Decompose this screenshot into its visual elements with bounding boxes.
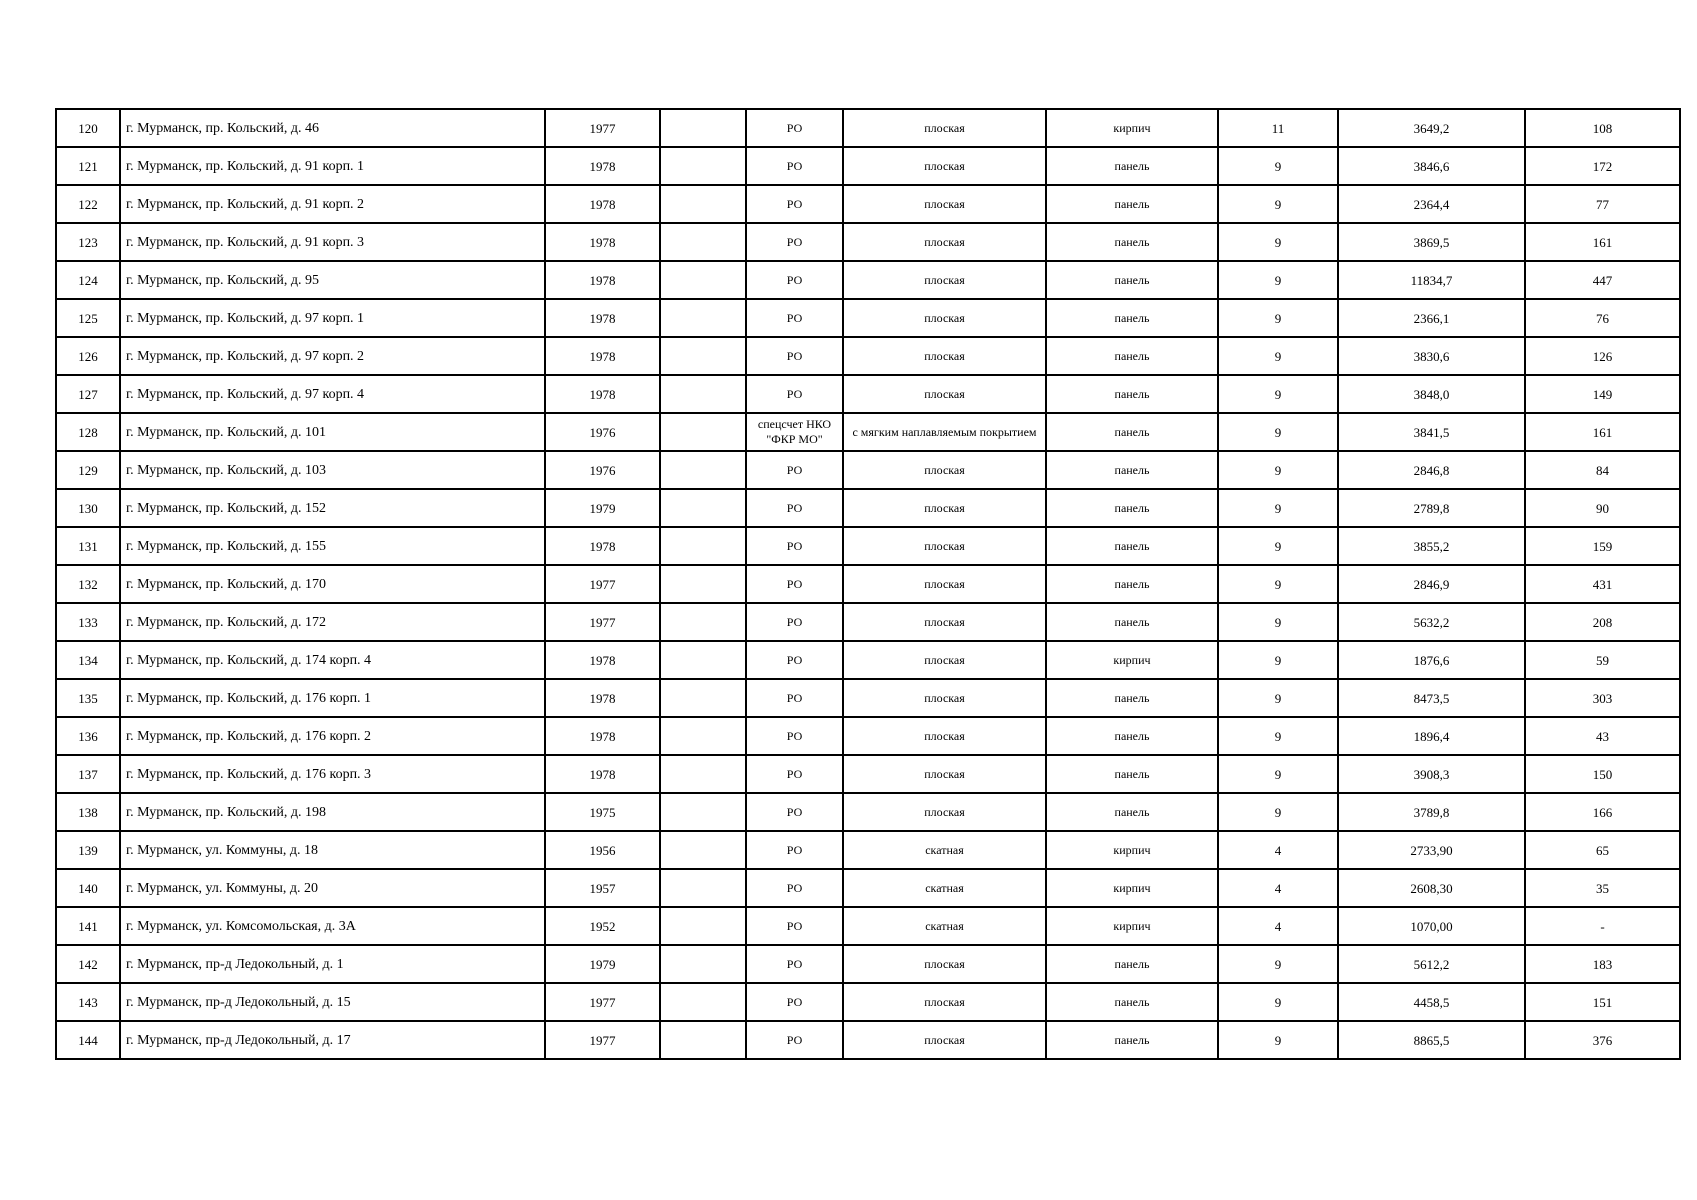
residents-cell: 84 [1525,451,1680,489]
row-number: 135 [56,679,120,717]
residents-cell: 183 [1525,945,1680,983]
table-row [56,641,1680,679]
year-cell: 1978 [545,261,660,299]
wall-material-cell: панель [1046,565,1218,603]
table-row [56,983,1680,1021]
year-cell: 1979 [545,945,660,983]
fund-method-cell: РО [746,679,843,717]
roof-type-cell: скатная [843,907,1046,945]
residents-cell: 159 [1525,527,1680,565]
housing-registry-table [55,108,1681,1060]
row-number: 132 [56,565,120,603]
residents-cell: 108 [1525,109,1680,147]
roof-type-cell: плоская [843,1021,1046,1059]
empty-cell [660,109,746,147]
residents-cell: 149 [1525,375,1680,413]
wall-material-cell: панель [1046,337,1218,375]
fund-method-cell: РО [746,375,843,413]
fund-method-cell: РО [746,147,843,185]
year-cell: 1957 [545,869,660,907]
fund-method-cell: РО [746,565,843,603]
area-cell: 3789,8 [1338,793,1525,831]
fund-method-cell: РО [746,527,843,565]
fund-method-cell: РО [746,261,843,299]
fund-method-cell: РО [746,223,843,261]
wall-material-cell: кирпич [1046,907,1218,945]
floors-cell: 9 [1218,1021,1338,1059]
wall-material-cell: панель [1046,185,1218,223]
floors-cell: 9 [1218,527,1338,565]
area-cell: 2366,1 [1338,299,1525,337]
floors-cell: 9 [1218,185,1338,223]
row-number: 140 [56,869,120,907]
empty-cell [660,147,746,185]
row-number: 142 [56,945,120,983]
year-cell: 1976 [545,413,660,451]
roof-type-cell: плоская [843,603,1046,641]
floors-cell: 9 [1218,147,1338,185]
floors-cell: 9 [1218,375,1338,413]
area-cell: 3848,0 [1338,375,1525,413]
wall-material-cell: панель [1046,223,1218,261]
wall-material-cell: панель [1046,717,1218,755]
fund-method-cell: РО [746,717,843,755]
table-row [56,527,1680,565]
address-cell: г. Мурманск, пр. Кольский, д. 176 корп. 1 [120,679,545,717]
address-cell: г. Мурманск, пр. Кольский, д. 172 [120,603,545,641]
table-row [56,717,1680,755]
roof-type-cell: плоская [843,565,1046,603]
address-cell: г. Мурманск, пр. Кольский, д. 155 [120,527,545,565]
residents-cell: 90 [1525,489,1680,527]
fund-method-cell: РО [746,831,843,869]
empty-cell [660,527,746,565]
address-cell: г. Мурманск, пр. Кольский, д. 103 [120,451,545,489]
area-cell: 3841,5 [1338,413,1525,451]
row-number: 133 [56,603,120,641]
roof-type-cell: плоская [843,147,1046,185]
table-body [56,109,1680,1059]
wall-material-cell: панель [1046,299,1218,337]
roof-type-cell: плоская [843,679,1046,717]
residents-cell: 376 [1525,1021,1680,1059]
table-row [56,489,1680,527]
year-cell: 1978 [545,337,660,375]
empty-cell [660,793,746,831]
floors-cell: 11 [1218,109,1338,147]
year-cell: 1978 [545,185,660,223]
year-cell: 1978 [545,641,660,679]
year-cell: 1978 [545,375,660,413]
empty-cell [660,451,746,489]
row-number: 144 [56,1021,120,1059]
year-cell: 1976 [545,451,660,489]
roof-type-cell: скатная [843,869,1046,907]
empty-cell [660,945,746,983]
empty-cell [660,755,746,793]
wall-material-cell: панель [1046,527,1218,565]
fund-method-cell: РО [746,983,843,1021]
empty-cell [660,717,746,755]
table-row [56,261,1680,299]
table-row [56,945,1680,983]
residents-cell: 126 [1525,337,1680,375]
table-row [56,907,1680,945]
empty-cell [660,831,746,869]
wall-material-cell: кирпич [1046,641,1218,679]
address-cell: г. Мурманск, пр. Кольский, д. 101 [120,413,545,451]
wall-material-cell: панель [1046,945,1218,983]
row-number: 122 [56,185,120,223]
table-row [56,223,1680,261]
roof-type-cell: плоская [843,489,1046,527]
address-cell: г. Мурманск, ул. Коммуны, д. 18 [120,831,545,869]
residents-cell: 161 [1525,223,1680,261]
wall-material-cell: панель [1046,147,1218,185]
empty-cell [660,375,746,413]
row-number: 137 [56,755,120,793]
residents-cell: 161 [1525,413,1680,451]
address-cell: г. Мурманск, пр. Кольский, д. 97 корп. 1 [120,299,545,337]
empty-cell [660,565,746,603]
area-cell: 2733,90 [1338,831,1525,869]
floors-cell: 4 [1218,831,1338,869]
year-cell: 1978 [545,223,660,261]
year-cell: 1978 [545,527,660,565]
row-number: 131 [56,527,120,565]
floors-cell: 9 [1218,261,1338,299]
table-row [56,337,1680,375]
row-number: 123 [56,223,120,261]
area-cell: 3649,2 [1338,109,1525,147]
roof-type-cell: плоская [843,451,1046,489]
empty-cell [660,983,746,1021]
residents-cell: 76 [1525,299,1680,337]
area-cell: 8473,5 [1338,679,1525,717]
residents-cell: 35 [1525,869,1680,907]
address-cell: г. Мурманск, пр. Кольский, д. 95 [120,261,545,299]
roof-type-cell: плоская [843,945,1046,983]
residents-cell: - [1525,907,1680,945]
area-cell: 2846,9 [1338,565,1525,603]
table-row [56,679,1680,717]
area-cell: 5632,2 [1338,603,1525,641]
roof-type-cell: плоская [843,375,1046,413]
floors-cell: 9 [1218,489,1338,527]
empty-cell [660,907,746,945]
fund-method-cell: РО [746,945,843,983]
table-row [56,869,1680,907]
year-cell: 1978 [545,147,660,185]
address-cell: г. Мурманск, пр. Кольский, д. 152 [120,489,545,527]
table-row [56,299,1680,337]
area-cell: 4458,5 [1338,983,1525,1021]
floors-cell: 9 [1218,641,1338,679]
fund-method-cell: РО [746,185,843,223]
wall-material-cell: панель [1046,679,1218,717]
floors-cell: 4 [1218,869,1338,907]
fund-method-cell: РО [746,869,843,907]
address-cell: г. Мурманск, ул. Коммуны, д. 20 [120,869,545,907]
residents-cell: 172 [1525,147,1680,185]
wall-material-cell: панель [1046,261,1218,299]
empty-cell [660,641,746,679]
year-cell: 1979 [545,489,660,527]
year-cell: 1977 [545,983,660,1021]
residents-cell: 151 [1525,983,1680,1021]
wall-material-cell: панель [1046,983,1218,1021]
row-number: 129 [56,451,120,489]
table-row [56,375,1680,413]
wall-material-cell: панель [1046,603,1218,641]
floors-cell: 9 [1218,565,1338,603]
address-cell: г. Мурманск, пр. Кольский, д. 91 корп. 1 [120,147,545,185]
floors-cell: 9 [1218,223,1338,261]
fund-method-cell: РО [746,793,843,831]
year-cell: 1952 [545,907,660,945]
address-cell: г. Мурманск, пр. Кольский, д. 174 корп. 4 [120,641,545,679]
wall-material-cell: панель [1046,413,1218,451]
empty-cell [660,413,746,451]
year-cell: 1977 [545,565,660,603]
roof-type-cell: плоская [843,717,1046,755]
row-number: 127 [56,375,120,413]
wall-material-cell: панель [1046,489,1218,527]
wall-material-cell: кирпич [1046,109,1218,147]
fund-method-cell: спецсчет НКО "ФКР МО" [746,413,843,451]
roof-type-cell: плоская [843,261,1046,299]
address-cell: г. Мурманск, пр. Кольский, д. 97 корп. 4 [120,375,545,413]
area-cell: 1070,00 [1338,907,1525,945]
residents-cell: 166 [1525,793,1680,831]
wall-material-cell: панель [1046,1021,1218,1059]
table-row [56,1021,1680,1059]
residents-cell: 43 [1525,717,1680,755]
year-cell: 1975 [545,793,660,831]
area-cell: 2846,8 [1338,451,1525,489]
wall-material-cell: кирпич [1046,869,1218,907]
area-cell: 2608,30 [1338,869,1525,907]
row-number: 139 [56,831,120,869]
table-row [56,793,1680,831]
area-cell: 3908,3 [1338,755,1525,793]
empty-cell [660,261,746,299]
residents-cell: 303 [1525,679,1680,717]
floors-cell: 9 [1218,945,1338,983]
fund-method-cell: РО [746,603,843,641]
wall-material-cell: панель [1046,755,1218,793]
row-number: 124 [56,261,120,299]
row-number: 126 [56,337,120,375]
fund-method-cell: РО [746,337,843,375]
wall-material-cell: кирпич [1046,831,1218,869]
empty-cell [660,1021,746,1059]
year-cell: 1978 [545,755,660,793]
table-row [56,451,1680,489]
address-cell: г. Мурманск, пр. Кольский, д. 97 корп. 2 [120,337,545,375]
area-cell: 3855,2 [1338,527,1525,565]
roof-type-cell: плоская [843,755,1046,793]
area-cell: 3869,5 [1338,223,1525,261]
roof-type-cell: с мягким наплавляемым покрытием [843,413,1046,451]
floors-cell: 9 [1218,793,1338,831]
row-number: 138 [56,793,120,831]
residents-cell: 150 [1525,755,1680,793]
area-cell: 3846,6 [1338,147,1525,185]
empty-cell [660,679,746,717]
empty-cell [660,603,746,641]
row-number: 136 [56,717,120,755]
empty-cell [660,299,746,337]
year-cell: 1977 [545,603,660,641]
year-cell: 1978 [545,299,660,337]
roof-type-cell: плоская [843,223,1046,261]
roof-type-cell: плоская [843,299,1046,337]
address-cell: г. Мурманск, пр-д Ледокольный, д. 15 [120,983,545,1021]
roof-type-cell: плоская [843,527,1046,565]
year-cell: 1977 [545,109,660,147]
roof-type-cell: плоская [843,641,1046,679]
roof-type-cell: скатная [843,831,1046,869]
fund-method-cell: РО [746,109,843,147]
floors-cell: 9 [1218,679,1338,717]
residents-cell: 431 [1525,565,1680,603]
table-row [56,565,1680,603]
row-number: 134 [56,641,120,679]
wall-material-cell: панель [1046,375,1218,413]
area-cell: 1896,4 [1338,717,1525,755]
address-cell: г. Мурманск, пр-д Ледокольный, д. 17 [120,1021,545,1059]
table-row [56,831,1680,869]
fund-method-cell: РО [746,451,843,489]
table-row [56,185,1680,223]
empty-cell [660,223,746,261]
floors-cell: 9 [1218,299,1338,337]
area-cell: 2364,4 [1338,185,1525,223]
roof-type-cell: плоская [843,109,1046,147]
area-cell: 11834,7 [1338,261,1525,299]
residents-cell: 59 [1525,641,1680,679]
fund-method-cell: РО [746,299,843,337]
floors-cell: 4 [1218,907,1338,945]
year-cell: 1978 [545,717,660,755]
table-row [56,109,1680,147]
floors-cell: 9 [1218,413,1338,451]
roof-type-cell: плоская [843,185,1046,223]
address-cell: г. Мурманск, пр. Кольский, д. 91 корп. 3 [120,223,545,261]
address-cell: г. Мурманск, пр. Кольский, д. 176 корп. 2 [120,717,545,755]
empty-cell [660,869,746,907]
address-cell: г. Мурманск, пр. Кольский, д. 176 корп. 3 [120,755,545,793]
row-number: 125 [56,299,120,337]
roof-type-cell: плоская [843,983,1046,1021]
row-number: 120 [56,109,120,147]
area-cell: 3830,6 [1338,337,1525,375]
fund-method-cell: РО [746,489,843,527]
year-cell: 1977 [545,1021,660,1059]
residents-cell: 447 [1525,261,1680,299]
floors-cell: 9 [1218,451,1338,489]
floors-cell: 9 [1218,983,1338,1021]
roof-type-cell: плоская [843,793,1046,831]
wall-material-cell: панель [1046,451,1218,489]
roof-type-cell: плоская [843,337,1046,375]
table-row [56,413,1680,451]
row-number: 141 [56,907,120,945]
row-number: 130 [56,489,120,527]
residents-cell: 65 [1525,831,1680,869]
residents-cell: 77 [1525,185,1680,223]
empty-cell [660,489,746,527]
row-number: 128 [56,413,120,451]
table-row [56,755,1680,793]
table-row [56,147,1680,185]
table-row [56,603,1680,641]
floors-cell: 9 [1218,717,1338,755]
address-cell: г. Мурманск, пр. Кольский, д. 46 [120,109,545,147]
fund-method-cell: РО [746,907,843,945]
row-number: 143 [56,983,120,1021]
floors-cell: 9 [1218,337,1338,375]
address-cell: г. Мурманск, пр-д Ледокольный, д. 1 [120,945,545,983]
address-cell: г. Мурманск, пр. Кольский, д. 198 [120,793,545,831]
area-cell: 8865,5 [1338,1021,1525,1059]
address-cell: г. Мурманск, пр. Кольский, д. 91 корп. 2 [120,185,545,223]
fund-method-cell: РО [746,641,843,679]
floors-cell: 9 [1218,603,1338,641]
area-cell: 2789,8 [1338,489,1525,527]
wall-material-cell: панель [1046,793,1218,831]
empty-cell [660,185,746,223]
empty-cell [660,337,746,375]
area-cell: 5612,2 [1338,945,1525,983]
address-cell: г. Мурманск, пр. Кольский, д. 170 [120,565,545,603]
year-cell: 1978 [545,679,660,717]
year-cell: 1956 [545,831,660,869]
residents-cell: 208 [1525,603,1680,641]
address-cell: г. Мурманск, ул. Комсомольская, д. 3А [120,907,545,945]
floors-cell: 9 [1218,755,1338,793]
fund-method-cell: РО [746,755,843,793]
area-cell: 1876,6 [1338,641,1525,679]
row-number: 121 [56,147,120,185]
fund-method-cell: РО [746,1021,843,1059]
